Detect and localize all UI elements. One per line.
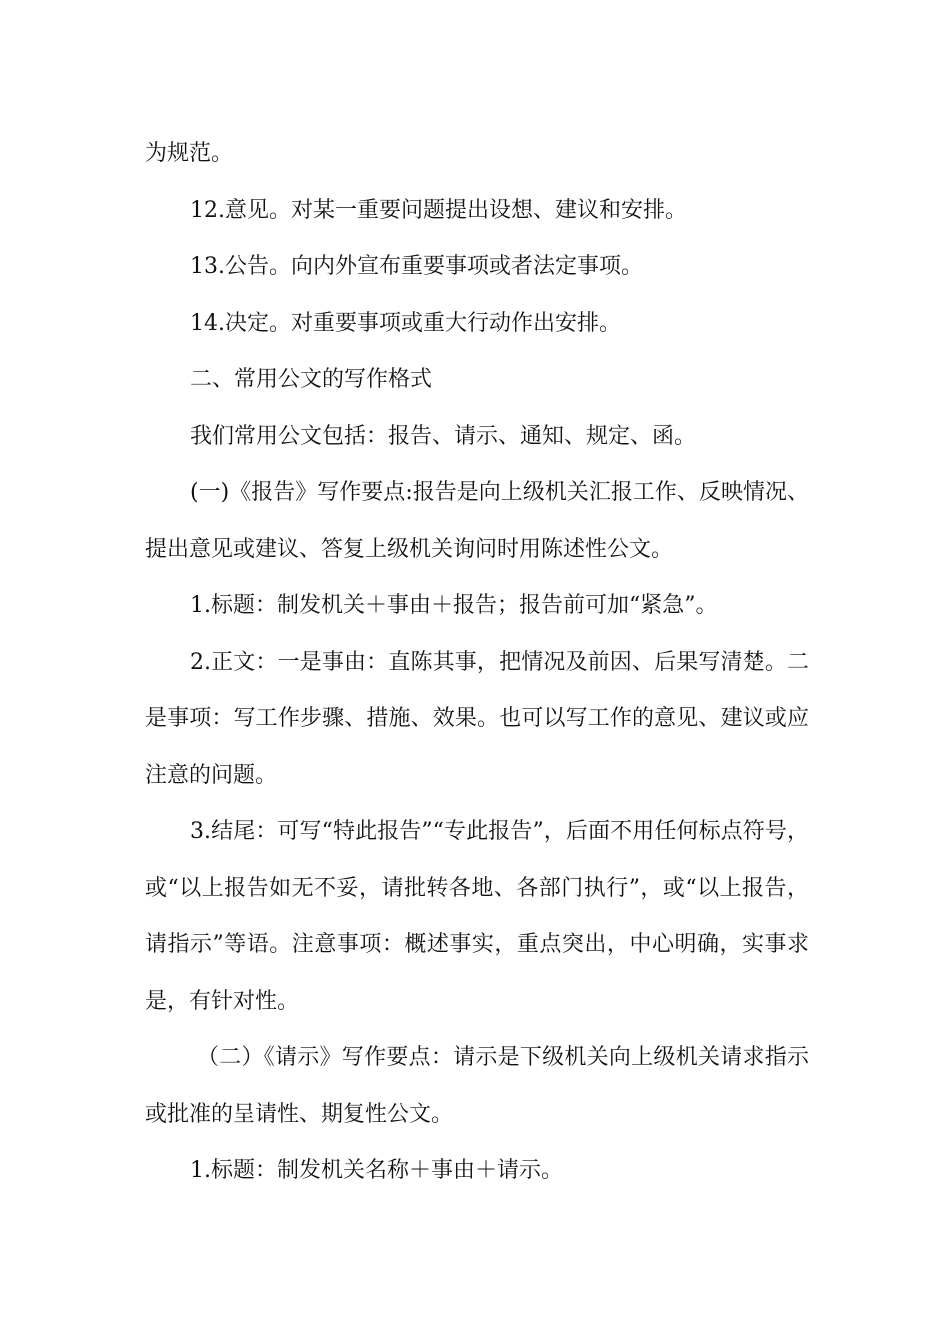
paragraph-item-12: 12.意见。对某一重要问题提出设想、建议和安排。	[190, 197, 687, 223]
report-point-2: 2.正文：一是事由：直陈其事，把情况及前因、后果写清楚。二是事项：写工作步骤、措施、效果。也可以写工作的意见、建议或应注意的问题。	[145, 649, 809, 788]
subsection-heading-request: （二）《请示》写作要点：请示是下级机关向上级机关请求指示或批准的呈请性、期复性公文。	[145, 1045, 809, 1127]
subsection-heading-report: (一)《报告》写作要点:报告是向上级机关汇报工作、反映情况、提出意见或建议、答复上级机关询问时用陈述性公文。	[145, 480, 809, 562]
report-point-3: 3.结尾：可写“特此报告”“专此报告”，后面不用任何标点符号，或“以上报告如无不妥，请批转各地、各部门执行”，或“以上报告，请指示”等语。注意事项：概述事实，重点突出，中心明确，实事求是，有针对性。	[145, 819, 809, 1014]
document-body	[145, 126, 809, 1200]
paragraph-item-14: 14.决定。对重要事项或重大行动作出安排。	[190, 310, 621, 336]
paragraph-continuation: 为规范。	[145, 141, 234, 166]
paragraph-common-documents: 我们常用公文包括：报告、请示、通知、规定、函。	[190, 423, 697, 449]
section-heading-2: 二、常用公文的写作格式	[190, 367, 433, 392]
report-point-1: 1.标题：制发机关＋事由＋报告；报告前可加“紧急”。	[190, 593, 718, 618]
request-point-1: 1.标题：制发机关名称＋事由＋请示。	[190, 1158, 563, 1183]
paragraph-item-13: 13.公告。向内外宣布重要事项或者法定事项。	[190, 254, 643, 279]
